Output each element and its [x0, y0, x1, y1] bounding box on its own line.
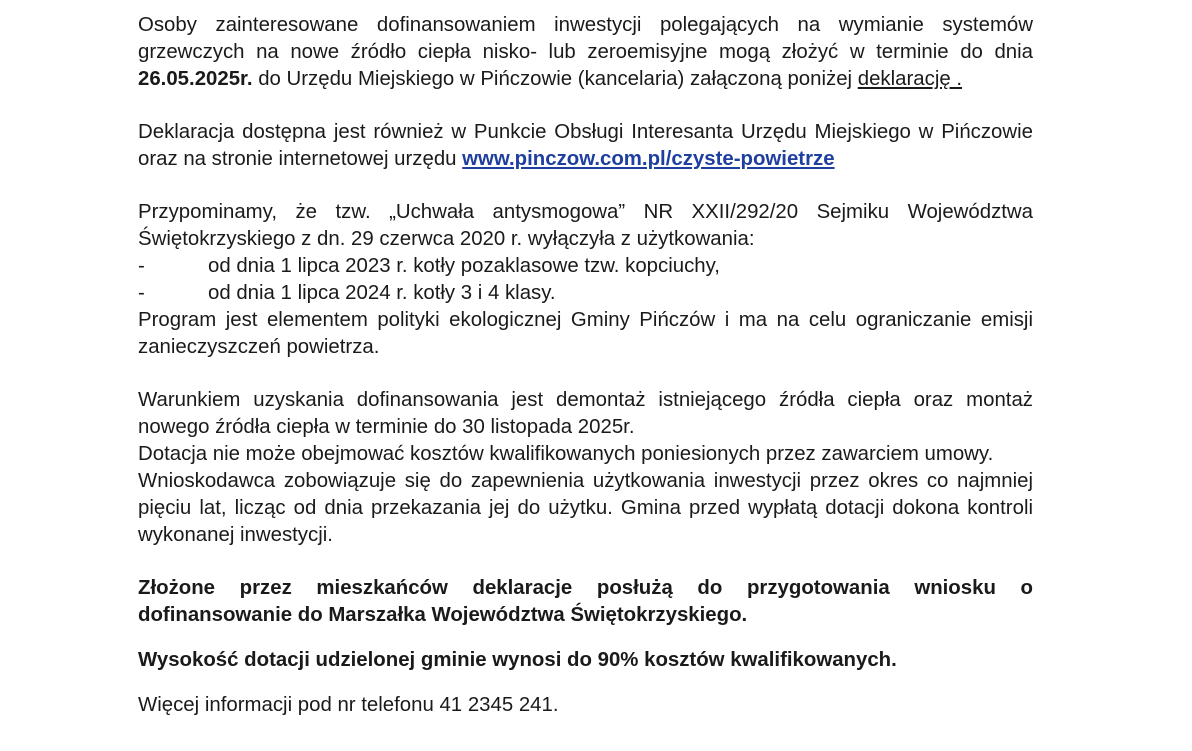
- document-body: [138, 12, 1033, 719]
- spacer: [138, 629, 1033, 647]
- paragraph-contact-phone: Więcej informacji pod nr telefonu 41 2345 241.: [138, 694, 559, 716]
- paragraph-antismog-intro: Przypominamy, że tzw. „Uchwała antysmogowa” NR XXII/292/20 Sejmiku Województwa Świętokrzyskiego z dn. 29 czerwca 2020 r. wyłączyła z użytkowania:: [138, 201, 1033, 250]
- list-item: [138, 280, 1033, 307]
- list-item-text: od dnia 1 lipca 2023 r. kotły pozaklasowe tzw. kopciuchy,: [208, 255, 720, 277]
- website-link[interactable]: www.pinczow.com.pl/czyste-powietrze: [462, 148, 835, 170]
- paragraph-declaration-availability: [138, 119, 1033, 173]
- deadline-date: 26.05.2025r.: [138, 68, 253, 90]
- spacer: [138, 549, 1033, 575]
- deadline-text-2: do Urzędu Miejskiego w Pińczowie (kancelaria) załączoną poniżej: [252, 68, 858, 90]
- paragraph-costs: Dotacja nie może obejmować kosztów kwalifikowanych poniesionych przez zawarciem umowy.: [138, 443, 994, 465]
- availability-text: Deklaracja dostępna jest również w Punkcie Obsługi Interesanta Urzędu Miejskiego w Pińczowie oraz na stronie internetowej urzędu: [138, 121, 1033, 170]
- list-dash: -: [138, 282, 145, 304]
- spacer: [138, 93, 1033, 119]
- spacer: [138, 173, 1033, 199]
- spacer: [138, 361, 1033, 387]
- paragraph-subsidy-amount: Wysokość dotacji udzielonej gminie wynosi do 90% kosztów kwalifikowanych.: [138, 649, 897, 671]
- paragraph-program-goal: Program jest elementem polityki ekologicznej Gminy Pińczów i ma na celu ograniczanie emisji zanieczyszczeń powietrza.: [138, 309, 1033, 358]
- list-item: [138, 253, 1033, 280]
- list-dash: -: [138, 255, 145, 277]
- paragraph-conditions: Warunkiem uzyskania dofinansowania jest demontaż istniejącego źródła ciepła oraz montaż nowego źródła ciepła w terminie do 30 listopada 2025r.: [138, 389, 1033, 438]
- paragraph-application-deadline: [138, 12, 1033, 93]
- spacer: [138, 674, 1033, 692]
- list-item-text: od dnia 1 lipca 2024 r. kotły 3 i 4 klasy.: [208, 282, 556, 304]
- paragraph-declarations-purpose: Złożone przez mieszkańców deklaracje posłużą do przygotowania wniosku o dofinansowanie do Marszałka Województwa Świętokrzyskiego.: [138, 577, 1033, 626]
- deadline-text-1: Osoby zainteresowane dofinansowaniem inwestycji polegających na wymianie systemów grzewczych na nowe źródło ciepła nisko- lub zeroemisyjne mogą złożyć w terminie do dnia: [138, 14, 1033, 63]
- paragraph-obligation: Wnioskodawca zobowiązuje się do zapewnienia użytkowania inwestycji przez okres co najmniej pięciu lat, licząc od dnia przekazania jej do użytku. Gmina przed wypłatą dotacji dokona kontroli wykonanej inwestycji.: [138, 470, 1033, 546]
- declaration-link[interactable]: deklarację .: [857, 68, 963, 90]
